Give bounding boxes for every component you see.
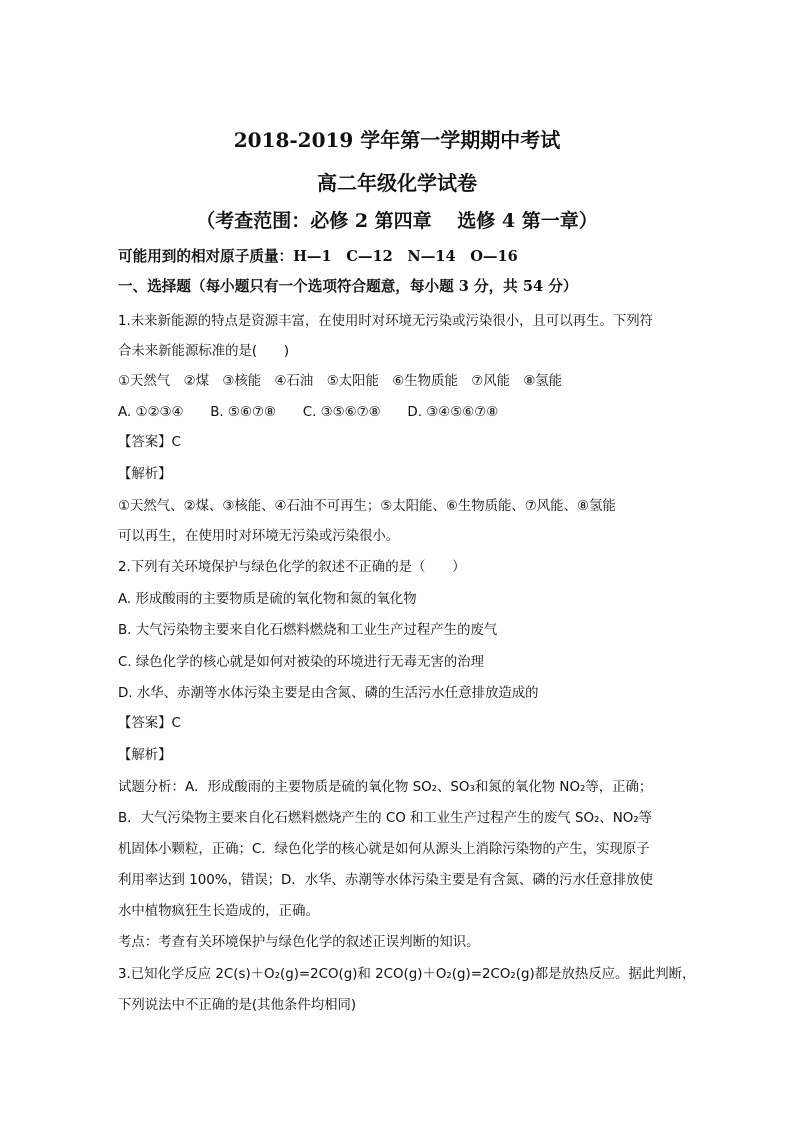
q2-analysis-line5: 水中植物疯狂生长造成的，正确。 [118,904,319,919]
q3-stem-line2: 下列说法中不正确的是(其他条件均相同) [118,998,357,1013]
q3-stem-line1: 3.已知化学反应 2C(s)＋O₂(g)=2CO(g)和 2CO(g)＋O₂(g)=2CO₂(g)都是放热反应。据此判断， [118,967,696,982]
q2-option-c: C. 绿色化学的核心就是如何对被染的环境进行无毒无害的治理 [118,655,485,670]
q1-stem-line1: 1.未来新能源的特点是资源丰富，在使用时对环境无污染或污染很小，且可以再生。下列符 [118,314,654,329]
section-header: 一、选择题（每小题只有一个选项符合题意，每小题 3 分，共 54 分） [118,278,578,295]
q1-items: ①天然气 ②煤 ③核能 ④石油 ⑤太阳能 ⑥生物质能 ⑦风能 ⑧氢能 [118,374,563,389]
atomic-masses: 可能用到的相对原子质量：H—1 C—12 N—14 O—16 [118,248,518,265]
q1-analysis-line1: ①天然气、②煤、③核能、④石油不可再生；⑤太阳能、⑥生物质能、⑦风能、⑧氢能 [118,499,616,514]
q2-analysis-line4: 利用率达到 100%，错误；D．水华、赤潮等水体污染主要是有含氮、磷的污水任意排放使 [118,873,653,888]
q2-analysis-label: 【解析】 [118,748,172,763]
q2-analysis-line1: 试题分析：A．形成酸雨的主要物质是硫的氧化物 SO₂、SO₃和氮的氧化物 NO₂等，正确； [118,780,653,795]
exam-scope: （考查范围：必修 2 第四章 选修 4 第一章） [196,210,598,232]
q2-analysis-line2: B．大气污染物主要来自化石燃料燃烧产生的 CO 和工业生产过程产生的废气 SO₂、NO₂等 [118,811,653,826]
q1-options: A. ①②③④ B. ⑤⑥⑦⑧ C. ③⑤⑥⑦⑧ D. ③④⑤⑥⑦⑧ [118,405,499,420]
q1-analysis-label: 【解析】 [118,467,172,482]
q1-stem-line2: 合未来新能源标准的是( ) [118,344,290,359]
exam-subtitle: 高二年级化学试卷 [317,171,477,195]
exam-title: 2018-2019 学年第一学期期中考试 [233,128,561,152]
q2-analysis-line3: 机固体小颗粒，正确；C．绿色化学的核心就是如何从源头上消除污染物的产生，实现原子 [118,842,650,857]
q2-answer: 【答案】C [118,716,181,731]
q2-stem: 2.下列有关环境保护与绿色化学的叙述不正确的是（ ） [118,560,466,575]
q2-option-d: D. 水华、赤潮等水体污染主要是由含氮、磷的生活污水任意排放造成的 [118,686,539,701]
q2-option-a: A. 形成酸雨的主要物质是硫的氧化物和氮的氧化物 [118,592,417,607]
q2-option-b: B. 大气污染物主要来自化石燃料燃烧和工业生产过程产生的废气 [118,623,498,638]
q1-answer: 【答案】C [118,435,181,450]
q1-analysis-line2: 可以再生，在使用时对环境无污染或污染很小。 [118,529,400,544]
q2-kaodian: 考点：考查有关环境保护与绿色化学的叙述正误判断的知识。 [118,935,480,950]
